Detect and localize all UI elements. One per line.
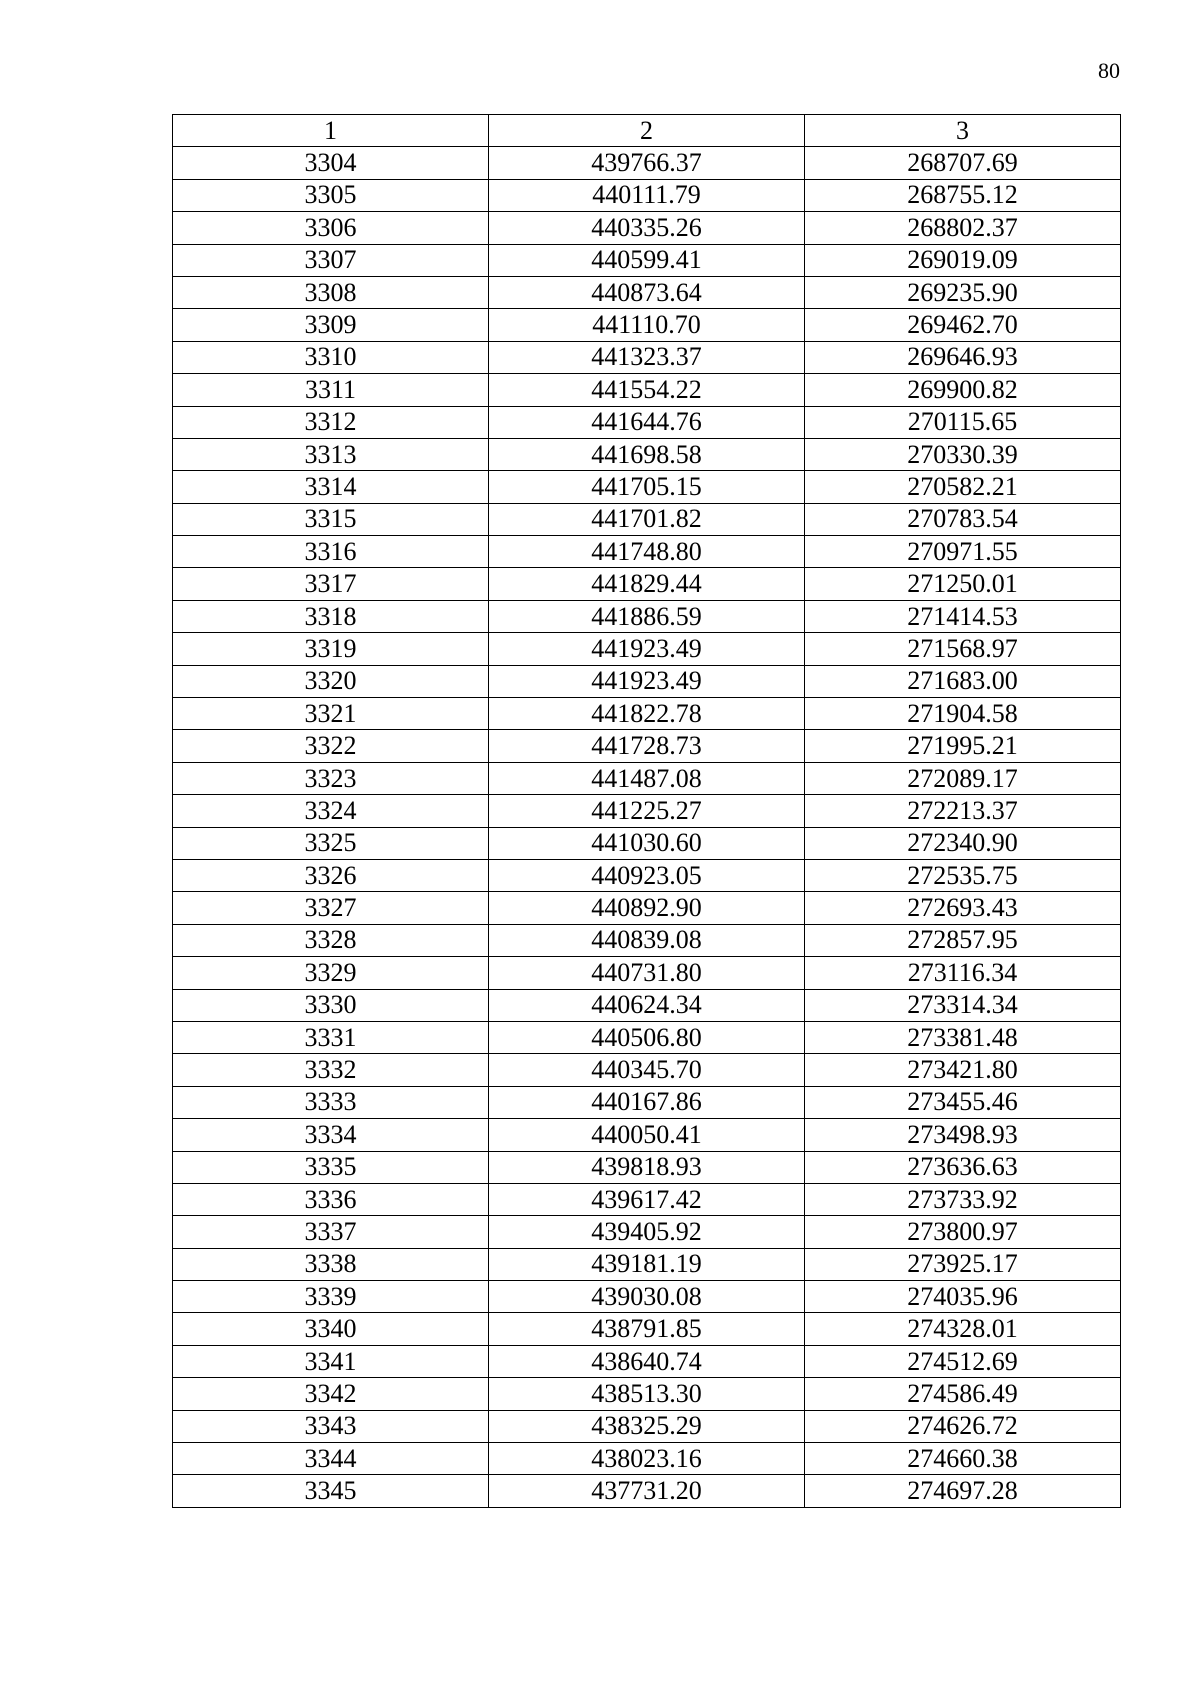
point-number-cell: 3319 xyxy=(173,633,489,665)
y-coordinate-cell: 270783.54 xyxy=(805,503,1121,535)
point-number-cell: 3322 xyxy=(173,730,489,762)
table-row xyxy=(173,179,1121,211)
table-row xyxy=(173,957,1121,989)
point-number-cell: 3335 xyxy=(173,1151,489,1183)
coordinates-table-container xyxy=(172,114,1120,1508)
table-row xyxy=(173,568,1121,600)
y-coordinate-cell: 270330.39 xyxy=(805,438,1121,470)
x-coordinate-cell: 441030.60 xyxy=(489,827,805,859)
x-coordinate-cell: 440599.41 xyxy=(489,244,805,276)
y-coordinate-cell: 273314.34 xyxy=(805,989,1121,1021)
column-header-1: 1 xyxy=(173,115,489,147)
table-row xyxy=(173,1086,1121,1118)
point-number-cell: 3343 xyxy=(173,1410,489,1442)
y-coordinate-cell: 272857.95 xyxy=(805,924,1121,956)
point-number-cell: 3321 xyxy=(173,698,489,730)
y-coordinate-cell: 271414.53 xyxy=(805,600,1121,632)
y-coordinate-cell: 274660.38 xyxy=(805,1443,1121,1475)
point-number-cell: 3342 xyxy=(173,1378,489,1410)
point-number-cell: 3324 xyxy=(173,795,489,827)
table-row xyxy=(173,827,1121,859)
point-number-cell: 3313 xyxy=(173,438,489,470)
x-coordinate-cell: 440892.90 xyxy=(489,892,805,924)
table-row xyxy=(173,989,1121,1021)
point-number-cell: 3309 xyxy=(173,309,489,341)
point-number-cell: 3316 xyxy=(173,536,489,568)
y-coordinate-cell: 274328.01 xyxy=(805,1313,1121,1345)
column-header-3: 3 xyxy=(805,115,1121,147)
column-header-2: 2 xyxy=(489,115,805,147)
y-coordinate-cell: 268802.37 xyxy=(805,212,1121,244)
y-coordinate-cell: 274512.69 xyxy=(805,1345,1121,1377)
x-coordinate-cell: 438023.16 xyxy=(489,1443,805,1475)
table-row xyxy=(173,374,1121,406)
point-number-cell: 3307 xyxy=(173,244,489,276)
x-coordinate-cell: 440111.79 xyxy=(489,179,805,211)
y-coordinate-cell: 271568.97 xyxy=(805,633,1121,665)
table-row xyxy=(173,1378,1121,1410)
point-number-cell: 3320 xyxy=(173,665,489,697)
x-coordinate-cell: 441829.44 xyxy=(489,568,805,600)
table-row xyxy=(173,1345,1121,1377)
table-row xyxy=(173,438,1121,470)
x-coordinate-cell: 440923.05 xyxy=(489,859,805,891)
table-row xyxy=(173,633,1121,665)
x-coordinate-cell: 437731.20 xyxy=(489,1475,805,1507)
x-coordinate-cell: 439818.93 xyxy=(489,1151,805,1183)
point-number-cell: 3336 xyxy=(173,1183,489,1215)
x-coordinate-cell: 441110.70 xyxy=(489,309,805,341)
table-row xyxy=(173,1183,1121,1215)
table-row xyxy=(173,1151,1121,1183)
y-coordinate-cell: 269019.09 xyxy=(805,244,1121,276)
y-coordinate-cell: 270582.21 xyxy=(805,471,1121,503)
table-row xyxy=(173,1248,1121,1280)
x-coordinate-cell: 441323.37 xyxy=(489,341,805,373)
point-number-cell: 3308 xyxy=(173,276,489,308)
point-number-cell: 3326 xyxy=(173,859,489,891)
x-coordinate-cell: 439181.19 xyxy=(489,1248,805,1280)
table-row xyxy=(173,471,1121,503)
y-coordinate-cell: 273498.93 xyxy=(805,1119,1121,1151)
table-row xyxy=(173,698,1121,730)
table-row xyxy=(173,600,1121,632)
x-coordinate-cell: 438791.85 xyxy=(489,1313,805,1345)
table-row xyxy=(173,1054,1121,1086)
point-number-cell: 3337 xyxy=(173,1216,489,1248)
x-coordinate-cell: 440506.80 xyxy=(489,1021,805,1053)
point-number-cell: 3315 xyxy=(173,503,489,535)
x-coordinate-cell: 439030.08 xyxy=(489,1281,805,1313)
point-number-cell: 3344 xyxy=(173,1443,489,1475)
y-coordinate-cell: 269646.93 xyxy=(805,341,1121,373)
point-number-cell: 3328 xyxy=(173,924,489,956)
point-number-cell: 3311 xyxy=(173,374,489,406)
x-coordinate-cell: 441748.80 xyxy=(489,536,805,568)
page-number: 80 xyxy=(1098,58,1120,83)
y-coordinate-cell: 271250.01 xyxy=(805,568,1121,600)
table-row xyxy=(173,1021,1121,1053)
y-coordinate-cell: 272340.90 xyxy=(805,827,1121,859)
table-header-row xyxy=(173,115,1121,147)
x-coordinate-cell: 440167.86 xyxy=(489,1086,805,1118)
point-number-cell: 3317 xyxy=(173,568,489,600)
table-row xyxy=(173,1281,1121,1313)
y-coordinate-cell: 269462.70 xyxy=(805,309,1121,341)
table-row xyxy=(173,1313,1121,1345)
point-number-cell: 3333 xyxy=(173,1086,489,1118)
x-coordinate-cell: 441644.76 xyxy=(489,406,805,438)
table-row xyxy=(173,795,1121,827)
y-coordinate-cell: 273800.97 xyxy=(805,1216,1121,1248)
point-number-cell: 3306 xyxy=(173,212,489,244)
point-number-cell: 3310 xyxy=(173,341,489,373)
point-number-cell: 3312 xyxy=(173,406,489,438)
y-coordinate-cell: 269900.82 xyxy=(805,374,1121,406)
point-number-cell: 3318 xyxy=(173,600,489,632)
x-coordinate-cell: 440050.41 xyxy=(489,1119,805,1151)
y-coordinate-cell: 274697.28 xyxy=(805,1475,1121,1507)
x-coordinate-cell: 439617.42 xyxy=(489,1183,805,1215)
x-coordinate-cell: 438640.74 xyxy=(489,1345,805,1377)
x-coordinate-cell: 441923.49 xyxy=(489,665,805,697)
table-row xyxy=(173,730,1121,762)
x-coordinate-cell: 441487.08 xyxy=(489,762,805,794)
y-coordinate-cell: 270115.65 xyxy=(805,406,1121,438)
x-coordinate-cell: 438325.29 xyxy=(489,1410,805,1442)
x-coordinate-cell: 440873.64 xyxy=(489,276,805,308)
point-number-cell: 3329 xyxy=(173,957,489,989)
y-coordinate-cell: 272089.17 xyxy=(805,762,1121,794)
x-coordinate-cell: 440335.26 xyxy=(489,212,805,244)
table-row xyxy=(173,665,1121,697)
table-row xyxy=(173,341,1121,373)
x-coordinate-cell: 441886.59 xyxy=(489,600,805,632)
table-row xyxy=(173,212,1121,244)
y-coordinate-cell: 274035.96 xyxy=(805,1281,1121,1313)
x-coordinate-cell: 440345.70 xyxy=(489,1054,805,1086)
point-number-cell: 3314 xyxy=(173,471,489,503)
point-number-cell: 3339 xyxy=(173,1281,489,1313)
x-coordinate-cell: 439766.37 xyxy=(489,147,805,179)
y-coordinate-cell: 270971.55 xyxy=(805,536,1121,568)
point-number-cell: 3345 xyxy=(173,1475,489,1507)
y-coordinate-cell: 274586.49 xyxy=(805,1378,1121,1410)
point-number-cell: 3340 xyxy=(173,1313,489,1345)
y-coordinate-cell: 272213.37 xyxy=(805,795,1121,827)
point-number-cell: 3305 xyxy=(173,179,489,211)
y-coordinate-cell: 271683.00 xyxy=(805,665,1121,697)
y-coordinate-cell: 273925.17 xyxy=(805,1248,1121,1280)
y-coordinate-cell: 271995.21 xyxy=(805,730,1121,762)
point-number-cell: 3327 xyxy=(173,892,489,924)
x-coordinate-cell: 441923.49 xyxy=(489,633,805,665)
table-row xyxy=(173,924,1121,956)
coordinates-table xyxy=(172,114,1121,1508)
table-row xyxy=(173,503,1121,535)
table-row xyxy=(173,1475,1121,1507)
x-coordinate-cell: 441698.58 xyxy=(489,438,805,470)
x-coordinate-cell: 439405.92 xyxy=(489,1216,805,1248)
point-number-cell: 3330 xyxy=(173,989,489,1021)
x-coordinate-cell: 441554.22 xyxy=(489,374,805,406)
y-coordinate-cell: 273733.92 xyxy=(805,1183,1121,1215)
x-coordinate-cell: 441822.78 xyxy=(489,698,805,730)
point-number-cell: 3334 xyxy=(173,1119,489,1151)
y-coordinate-cell: 273381.48 xyxy=(805,1021,1121,1053)
point-number-cell: 3304 xyxy=(173,147,489,179)
x-coordinate-cell: 440731.80 xyxy=(489,957,805,989)
table-row xyxy=(173,1216,1121,1248)
point-number-cell: 3323 xyxy=(173,762,489,794)
point-number-cell: 3341 xyxy=(173,1345,489,1377)
table-row xyxy=(173,892,1121,924)
table-row xyxy=(173,309,1121,341)
y-coordinate-cell: 268707.69 xyxy=(805,147,1121,179)
x-coordinate-cell: 441728.73 xyxy=(489,730,805,762)
table-row xyxy=(173,762,1121,794)
x-coordinate-cell: 441705.15 xyxy=(489,471,805,503)
y-coordinate-cell: 269235.90 xyxy=(805,276,1121,308)
y-coordinate-cell: 273636.63 xyxy=(805,1151,1121,1183)
y-coordinate-cell: 273421.80 xyxy=(805,1054,1121,1086)
table-row xyxy=(173,276,1121,308)
x-coordinate-cell: 441701.82 xyxy=(489,503,805,535)
table-row xyxy=(173,1443,1121,1475)
y-coordinate-cell: 274626.72 xyxy=(805,1410,1121,1442)
x-coordinate-cell: 441225.27 xyxy=(489,795,805,827)
y-coordinate-cell: 272535.75 xyxy=(805,859,1121,891)
y-coordinate-cell: 271904.58 xyxy=(805,698,1121,730)
x-coordinate-cell: 440839.08 xyxy=(489,924,805,956)
y-coordinate-cell: 272693.43 xyxy=(805,892,1121,924)
table-row xyxy=(173,1119,1121,1151)
table-row xyxy=(173,147,1121,179)
table-row xyxy=(173,859,1121,891)
y-coordinate-cell: 273455.46 xyxy=(805,1086,1121,1118)
table-row xyxy=(173,406,1121,438)
point-number-cell: 3325 xyxy=(173,827,489,859)
x-coordinate-cell: 440624.34 xyxy=(489,989,805,1021)
table-row xyxy=(173,244,1121,276)
point-number-cell: 3332 xyxy=(173,1054,489,1086)
table-row xyxy=(173,536,1121,568)
table-body xyxy=(173,147,1121,1507)
y-coordinate-cell: 273116.34 xyxy=(805,957,1121,989)
y-coordinate-cell: 268755.12 xyxy=(805,179,1121,211)
x-coordinate-cell: 438513.30 xyxy=(489,1378,805,1410)
point-number-cell: 3331 xyxy=(173,1021,489,1053)
point-number-cell: 3338 xyxy=(173,1248,489,1280)
table-row xyxy=(173,1410,1121,1442)
